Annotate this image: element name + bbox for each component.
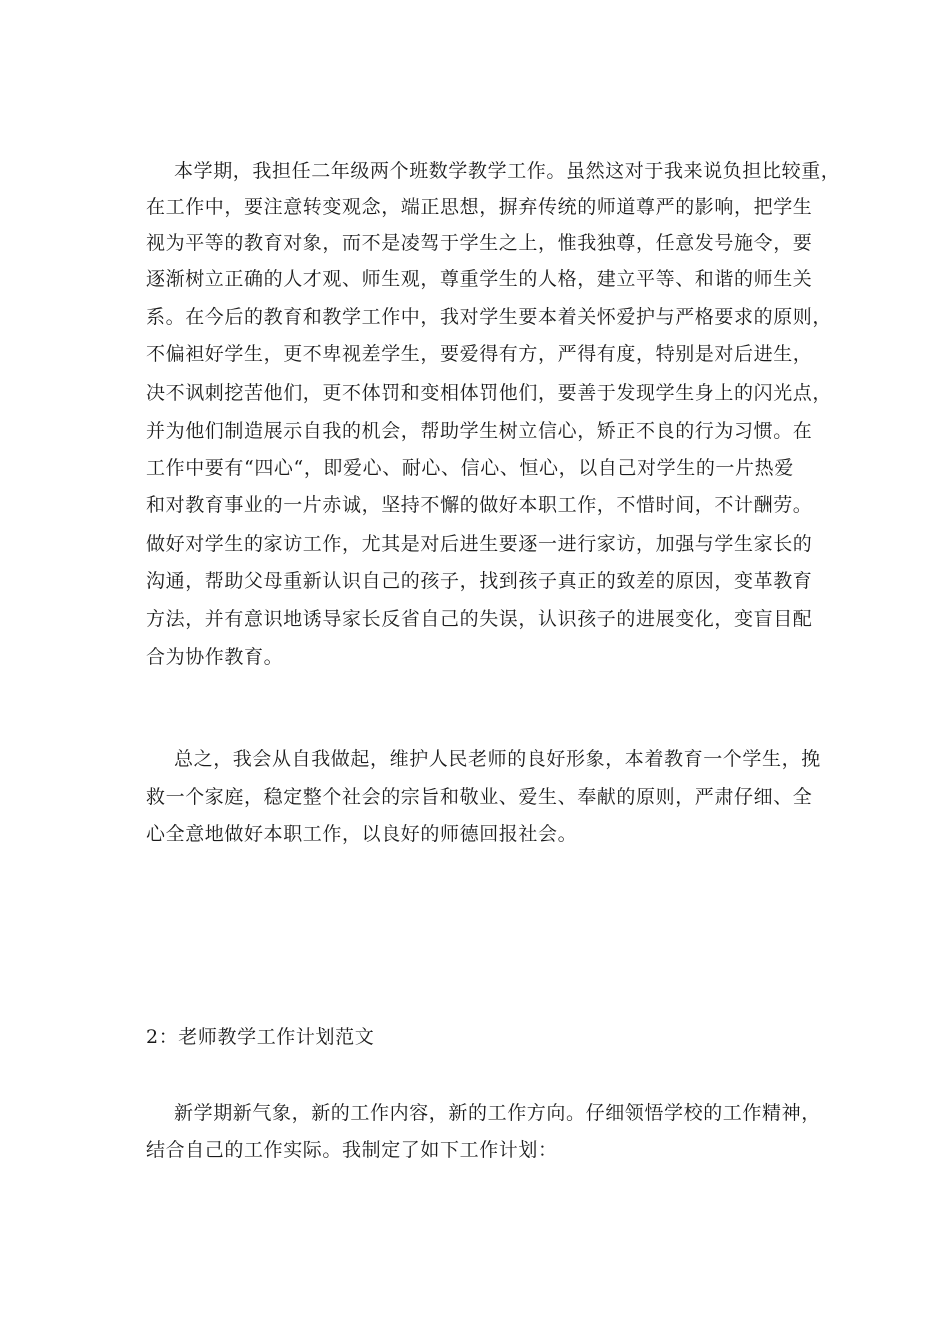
paragraph-line: 视为平等的教育对象，而不是凌驾于学生之上，惟我独尊，任意发号施令，要 xyxy=(146,232,813,254)
paragraph-line: 和对教育事业的一片赤诚，坚持不懈的做好本职工作，不惜时间，不计酬劳。 xyxy=(146,494,813,516)
paragraph-line: 不偏袒好学生，更不卑视差学生，要爱得有方，严得有度，特别是对后进生， xyxy=(146,343,813,365)
paragraph-line: 决不讽刺挖苦他们，更不体罚和变相体罚他们，要善于发现学生身上的闪光点， xyxy=(146,382,833,404)
paragraph-line: 救一个家庭，稳定整个社会的宗旨和敬业、爱生、奉献的原则，严肃仔细、全 xyxy=(146,786,813,808)
paragraph-line: 方法，并有意识地诱导家长反省自己的失误，认识孩子的进展变化，变盲目配 xyxy=(146,608,813,630)
paragraph-line: 做好对学生的家访工作，尤其是对后进生要逐一进行家访，加强与学生家长的 xyxy=(146,533,813,555)
paragraph-line: 心全意地做好本职工作，以良好的师德回报社会。 xyxy=(146,823,578,845)
paragraph-line: 系。在今后的教育和教学工作中，我对学生要本着关怀爱护与严格要求的原则， xyxy=(146,306,833,328)
paragraph-line: 沟通，帮助父母重新认识自己的孩子，找到孩子真正的致差的原因，变革教育 xyxy=(146,570,813,592)
paragraph-line: 并为他们制造展示自我的机会，帮助学生树立信心，矫正不良的行为习惯。在 xyxy=(146,420,813,442)
paragraph-line: 总之，我会从自我做起，维护人民老师的良好形象，本着教育一个学生，挽 xyxy=(174,748,821,770)
paragraph-line: 逐渐树立正确的人才观、师生观，尊重学生的人格，建立平等、和谐的师生关 xyxy=(146,268,813,290)
paragraph-line: 结合自己的工作实际。我制定了如下工作计划： xyxy=(146,1139,558,1161)
paragraph-line: 新学期新气象，新的工作内容，新的工作方向。仔细领悟学校的工作精神， xyxy=(174,1102,821,1124)
section-heading: 2：老师教学工作计划范文 xyxy=(146,1026,375,1048)
paragraph-line: 本学期，我担任二年级两个班数学教学工作。虽然这对于我来说负担比较重， xyxy=(174,160,841,182)
paragraph-line: 工作中要有“四心“，即爱心、耐心、信心、恒心，以自己对学生的一片热爱 xyxy=(146,457,794,479)
paragraph-line: 合为协作教育。 xyxy=(146,646,284,668)
paragraph-line: 在工作中，要注意转变观念，端正思想，摒弃传统的师道尊严的影响，把学生 xyxy=(146,196,813,218)
